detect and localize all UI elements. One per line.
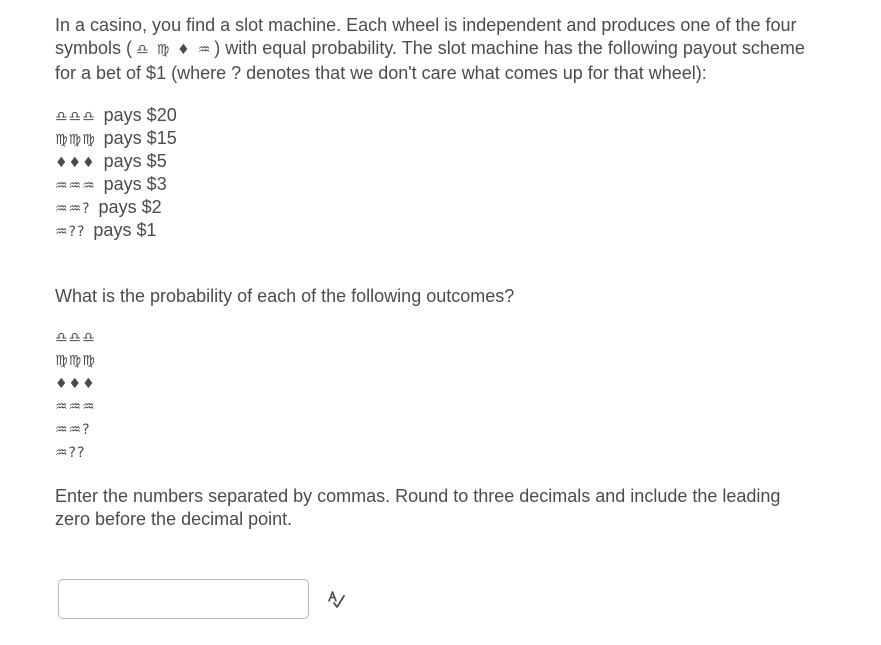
outcome-item: ♎♎♎ [55, 330, 96, 346]
payout-row [55, 127, 815, 150]
payout-row [55, 173, 815, 196]
outcome-item: ♦♦♦ [55, 376, 96, 392]
payout-row [55, 104, 815, 127]
question-intro [55, 14, 815, 85]
payout-text: pays $3 [103, 174, 167, 194]
aquarius-symbol: ♒ [197, 42, 211, 58]
payout-combo: ♦♦♦ [55, 155, 96, 171]
question-prompt: What is the probability of each of the following outcomes? [55, 286, 515, 306]
payout-text: pays $2 [98, 197, 162, 217]
spell-check-icon[interactable] [324, 589, 348, 611]
intro-text-1: In a casino, you find a slot machine. Each wheel is independent and produces one of the four symbols ( [55, 15, 797, 58]
payout-text: pays $20 [103, 105, 177, 125]
payout-row [55, 219, 815, 242]
payout-combo: ♒?? [55, 224, 86, 240]
payout-combo: ♒♒♒ [55, 178, 96, 194]
payout-combo: ♍♍♍ [55, 132, 96, 148]
payout-list [55, 104, 815, 242]
payout-combo: ♒♒? [55, 201, 91, 217]
payout-row [55, 196, 815, 219]
spell-check-icon-graphic [326, 590, 346, 610]
intro-text-2: ) with equal probability. The slot machine has the following payout scheme for a bet of $1 (where ? denotes that we don't care what comes up for that wheel): [55, 38, 805, 83]
outcome-item: ♒♒? [55, 422, 91, 438]
libra-symbol: ♎ [136, 42, 149, 58]
virgo-symbol: ♍ [156, 42, 170, 58]
outcome-item: ♒♒♒ [55, 399, 96, 415]
outcome-list [55, 327, 815, 465]
payout-text: pays $5 [103, 151, 167, 171]
outcome-item: ♒?? [55, 445, 86, 461]
payout-combo: ♎♎♎ [55, 109, 96, 125]
diamond-symbol: ♦ [177, 42, 190, 58]
payout-row [55, 150, 815, 173]
answer-input[interactable] [58, 579, 309, 619]
payout-text: pays $15 [103, 128, 177, 148]
question-content [55, 14, 815, 531]
answer-instruction: Enter the numbers separated by commas. Round to three decimals and include the leading zero before the decimal point. [55, 486, 781, 529]
payout-text: pays $1 [93, 220, 157, 240]
outcome-item: ♍♍♍ [55, 353, 96, 369]
